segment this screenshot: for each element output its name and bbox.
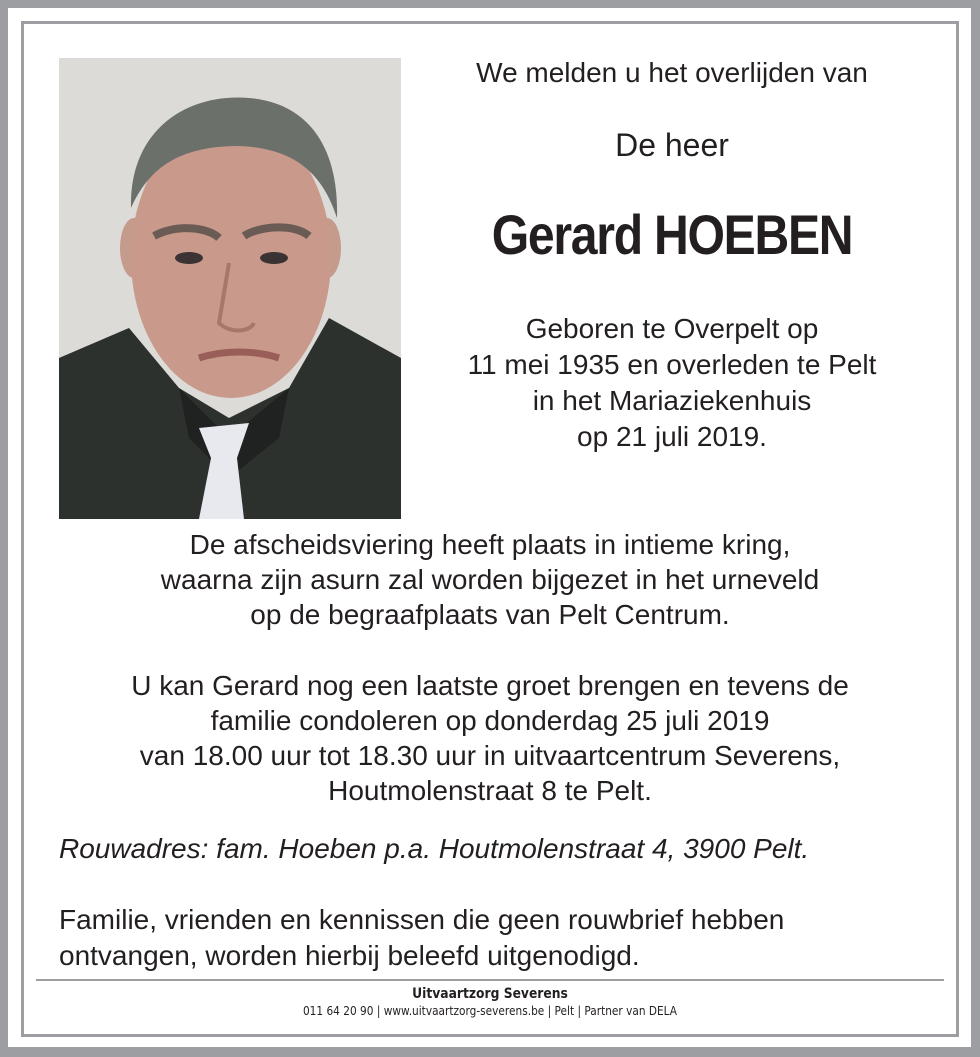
portrait-photo-icon [59,58,401,519]
ceremony-paragraph [36,527,944,632]
invitation-paragraph [59,902,939,974]
visitation-line: Houtmolenstraat 8 te Pelt. [328,775,652,806]
invitation-line: Familie, vrienden en kennissen die geen rouwbrief hebben [59,904,785,935]
invitation-line: ontvangen, worden hierbij beleefd uitgenodigd. [59,940,640,971]
funeral-home-footer [36,985,944,1020]
deceased-name: Gerard HOEBEN [491,203,853,266]
ceremony-line: op de begraafplaats van Pelt Centrum. [250,599,730,630]
funeral-home-name: Uitvaartzorg Severens [412,986,568,1002]
visitation-line: U kan Gerard nog een laatste groet brengen en tevens de [131,670,849,701]
birth-death-line: Geboren te Overpelt op [525,313,819,344]
birth-death-details [430,311,914,455]
intro-text: We melden u het overlijden van [476,57,868,88]
visitation-line: familie condoleren op donderdag 25 juli 2019 [210,705,770,736]
funeral-home-contact: 011 64 20 90 | www.uitvaartzorg-severens.be | Pelt | Partner van DELA [302,1004,678,1018]
mourning-address: Rouwadres: fam. Hoeben p.a. Houtmolenstraat 4, 3900 Pelt. [59,833,810,864]
birth-death-line: op 21 juli 2019. [577,421,767,452]
ceremony-line: waarna zijn asurn zal worden bijgezet in het urneveld [160,564,820,595]
visitation-line: van 18.00 uur tot 18.30 uur in uitvaartcentrum Severens, [139,740,841,771]
birth-death-line: 11 mei 1935 en overleden te Pelt [467,349,877,380]
portrait-photo [59,58,401,519]
footer-divider [36,979,944,981]
ceremony-line: De afscheidsviering heeft plaats in intieme kring, [189,529,791,560]
title-prefix: De heer [615,127,729,163]
announcement-header [430,50,914,455]
visitation-paragraph [36,668,944,808]
birth-death-line: in het Mariaziekenhuis [532,385,812,416]
